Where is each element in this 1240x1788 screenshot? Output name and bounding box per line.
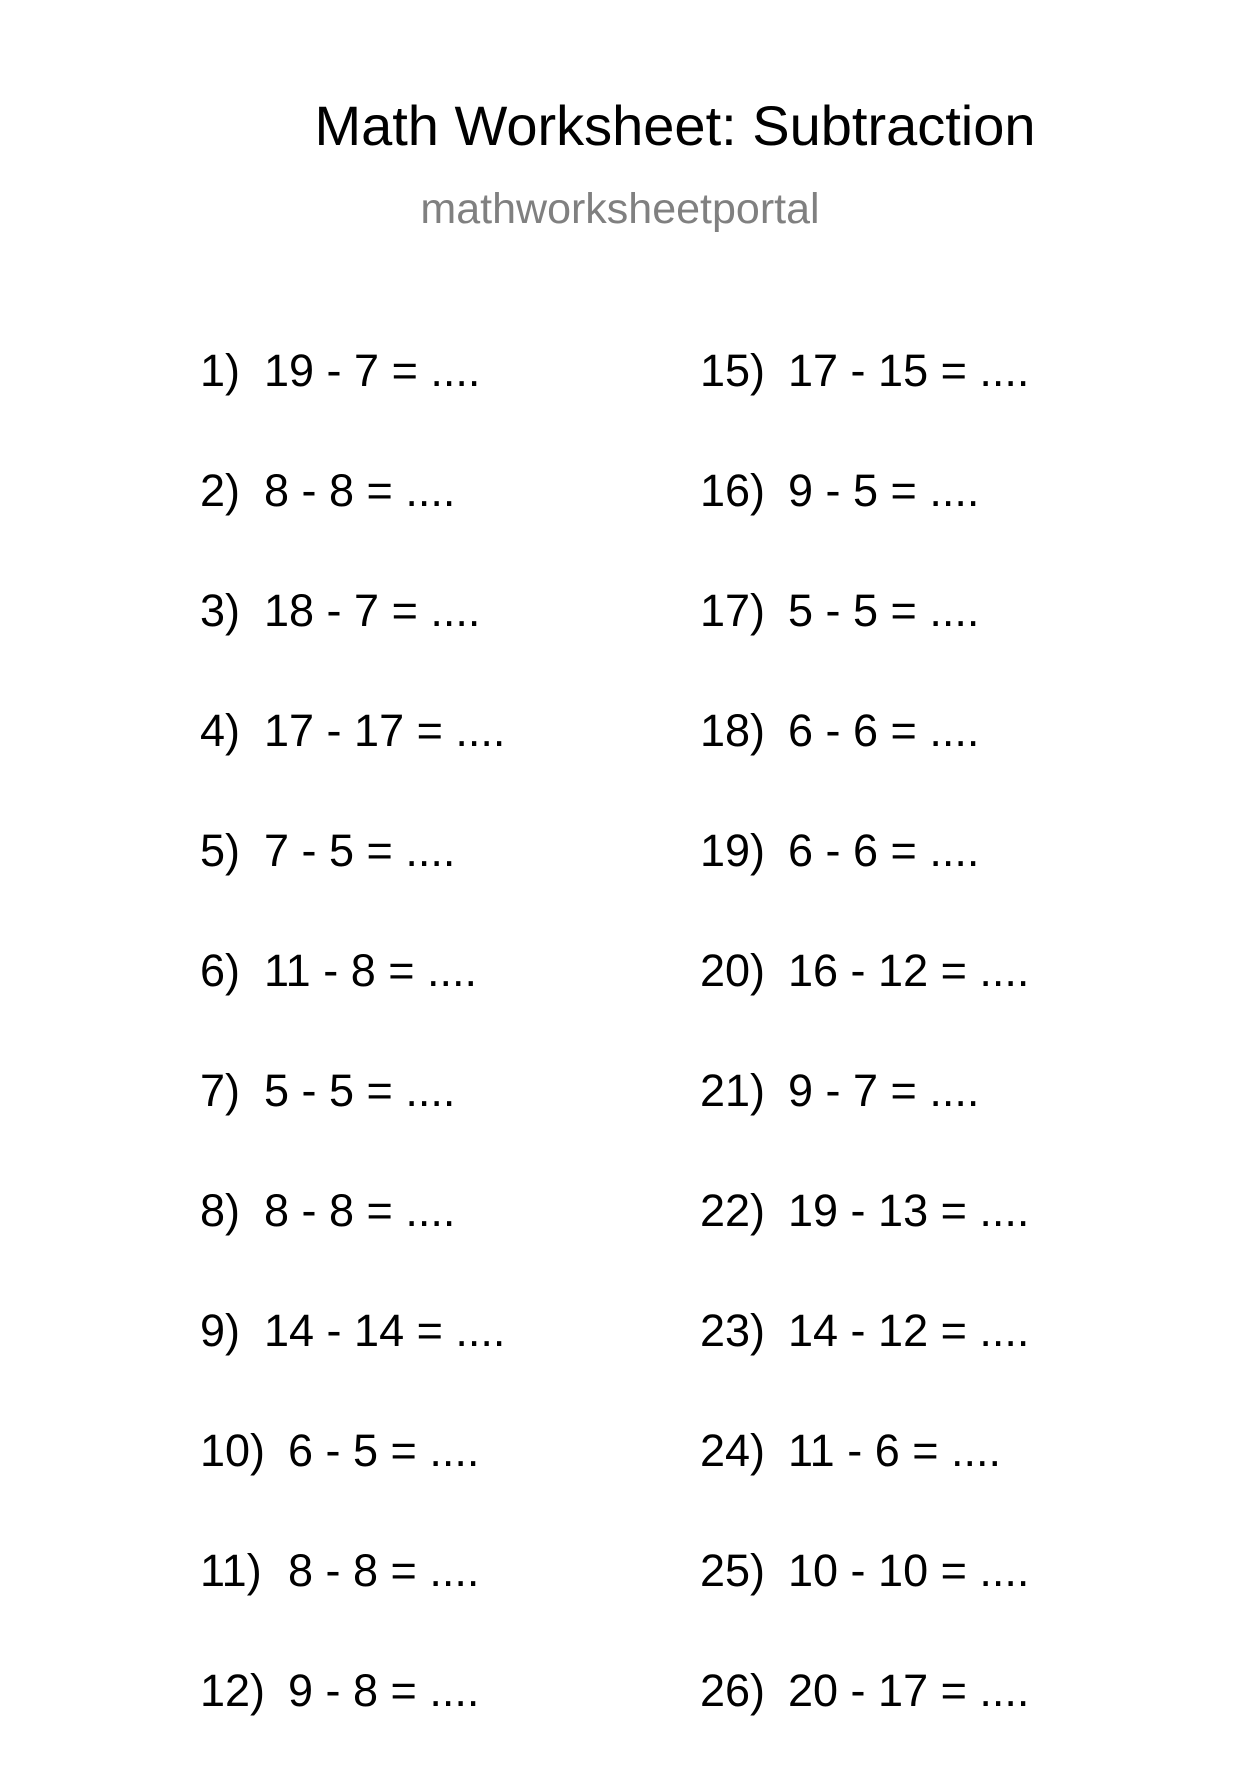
- problem-item: [200, 465, 720, 588]
- problem-number: 7): [200, 1065, 241, 1116]
- problem-equation: 9 - 8 = ....: [288, 1665, 480, 1716]
- problem-item: [700, 465, 1220, 588]
- problem-item: [200, 1425, 720, 1548]
- problem-number: 16): [700, 465, 766, 516]
- problem-equation: 6 - 6 = ....: [788, 825, 980, 876]
- problem-number: 25): [700, 1545, 766, 1596]
- problem-item: [200, 945, 720, 1068]
- problem-equation: 14 - 12 = ....: [788, 1305, 1030, 1356]
- problem-number: 20): [700, 945, 766, 996]
- problem-number: 15): [700, 345, 766, 396]
- problem-equation: 10 - 10 = ....: [788, 1545, 1030, 1596]
- problem-number: 6): [200, 945, 241, 996]
- problem-number: 18): [700, 705, 766, 756]
- problem-equation: 11 - 6 = ....: [788, 1425, 1002, 1476]
- problem-number: 21): [700, 1065, 766, 1116]
- problem-column-left: [200, 345, 720, 1788]
- problem-equation: 17 - 15 = ....: [788, 345, 1030, 396]
- problem-equation: 19 - 7 = ....: [264, 345, 481, 396]
- problem-number: 4): [200, 705, 241, 756]
- problem-number: 3): [200, 585, 241, 636]
- problem-equation: 8 - 8 = ....: [264, 1185, 456, 1236]
- problem-item: [700, 1665, 1220, 1788]
- problem-item: [700, 345, 1220, 468]
- problem-item: [700, 705, 1220, 828]
- problem-item: [700, 1065, 1220, 1188]
- problem-item: [200, 585, 720, 708]
- page-title: Math Worksheet: Subtraction: [314, 94, 1036, 157]
- problem-equation: 7 - 5 = ....: [264, 825, 456, 876]
- problem-equation: 19 - 13 = ....: [788, 1185, 1030, 1236]
- problem-number: 12): [200, 1665, 266, 1716]
- problem-equation: 17 - 17 = ....: [264, 705, 506, 756]
- problem-item: [200, 705, 720, 828]
- problem-equation: 14 - 14 = ....: [264, 1305, 506, 1356]
- problem-equation: 6 - 5 = ....: [288, 1425, 480, 1476]
- problem-equation: 16 - 12 = ....: [788, 945, 1030, 996]
- problem-column-right: [700, 345, 1220, 1788]
- problem-item: [700, 1545, 1220, 1668]
- problem-equation: 18 - 7 = ....: [264, 585, 481, 636]
- problem-equation: 6 - 6 = ....: [788, 705, 980, 756]
- problem-number: 11): [200, 1545, 262, 1596]
- problem-number: 24): [700, 1425, 766, 1476]
- problem-equation: 9 - 7 = ....: [788, 1065, 980, 1116]
- problem-item: [700, 585, 1220, 708]
- problem-item: [200, 1545, 720, 1668]
- problem-number: 22): [700, 1185, 766, 1236]
- page-subtitle: mathworksheetportal: [420, 185, 820, 233]
- problem-number: 9): [200, 1305, 241, 1356]
- problem-number: 19): [700, 825, 766, 876]
- problem-equation: 11 - 8 = ....: [264, 945, 478, 996]
- problem-number: 5): [200, 825, 241, 876]
- problem-equation: 8 - 8 = ....: [264, 465, 456, 516]
- problem-item: [700, 1425, 1220, 1548]
- problem-item: [200, 1305, 720, 1428]
- problem-item: [700, 945, 1220, 1068]
- problem-number: 1): [200, 345, 241, 396]
- problem-item: [700, 1305, 1220, 1428]
- problem-item: [200, 1065, 720, 1188]
- problem-equation: 9 - 5 = ....: [788, 465, 980, 516]
- problem-number: 2): [200, 465, 241, 516]
- problem-equation: 5 - 5 = ....: [264, 1065, 456, 1116]
- problem-item: [200, 825, 720, 948]
- problem-item: [200, 1185, 720, 1308]
- problem-item: [200, 1665, 720, 1788]
- problem-equation: 20 - 17 = ....: [788, 1665, 1030, 1716]
- problem-number: 10): [200, 1425, 266, 1476]
- problem-item: [700, 825, 1220, 948]
- problem-number: 23): [700, 1305, 766, 1356]
- problem-equation: 8 - 8 = ....: [288, 1545, 480, 1596]
- problem-number: 8): [200, 1185, 241, 1236]
- problem-item: [200, 345, 720, 468]
- problem-equation: 5 - 5 = ....: [788, 585, 980, 636]
- problem-number: 17): [700, 585, 766, 636]
- problem-number: 26): [700, 1665, 766, 1716]
- problem-item: [700, 1185, 1220, 1308]
